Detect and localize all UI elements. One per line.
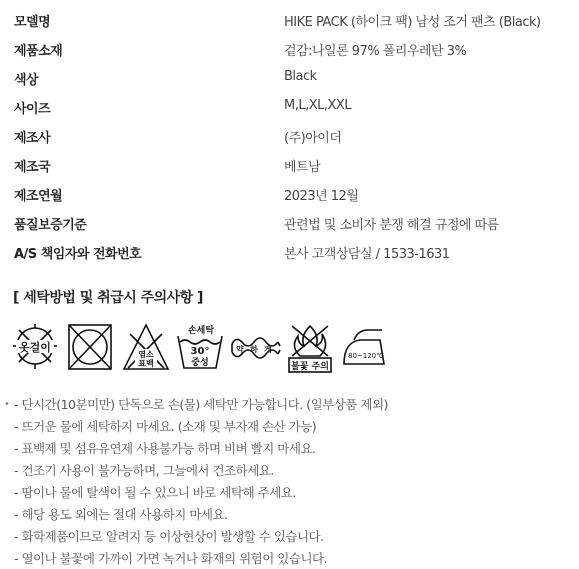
spec-label: 제조국 <box>14 160 51 175</box>
spec-value: 본사 고객상담실 / 1533-1631 <box>284 247 450 262</box>
spec-value: (주)아이더 <box>284 131 342 146</box>
spec-row-material <box>14 34 574 63</box>
spec-row-size <box>14 92 574 121</box>
icon-text: 80~120℃ <box>348 352 384 360</box>
care-section-title: [ 세탁방법 및 취급시 주의사항 ] <box>13 290 203 306</box>
icon-text: 불꽃 주의 <box>291 362 329 372</box>
care-note: - 열이나 불꽃에 가까이 가면 녹거나 화재의 위험이 있습니다. <box>14 551 328 566</box>
no-wring-icon <box>230 322 282 372</box>
spec-row-color <box>14 63 574 92</box>
icon-text: 게 <box>264 345 272 354</box>
care-note: - 건조기 사용이 불가능하며, 그늘에서 건조하세요. <box>14 463 274 478</box>
spec-label: 색상 <box>14 73 39 88</box>
spec-value: 겉감:나일론 97% 폴리우레탄 3% <box>284 44 467 59</box>
icon-text: 염소 <box>138 350 154 359</box>
spec-label: 제품소재 <box>14 44 63 59</box>
care-note: - 표백제 및 섬유유연제 사용불가능 하며 비벼 빨지 마세요. <box>14 441 316 456</box>
care-note: - 화학제품이므로 알려지 등 이상현상이 발생할 수 있습니다. <box>14 529 324 544</box>
spec-row-model <box>14 5 574 34</box>
spec-label: 품질보증기준 <box>14 218 87 233</box>
spec-row-as-contact <box>14 237 574 266</box>
no-wash-icon <box>66 322 114 372</box>
spec-row-country <box>14 150 574 179</box>
no-tumble-dry-icon <box>12 322 58 372</box>
icon-text: 옷걸이 <box>19 341 51 354</box>
icon-text: 30° <box>190 346 210 357</box>
spec-label: A/S 책임자와 전화번호 <box>14 247 142 262</box>
spec-value: 베트남 <box>284 160 321 175</box>
spec-row-warranty <box>14 208 574 237</box>
spec-label: 사이즈 <box>14 102 51 117</box>
icon-text: 손세탁 <box>187 326 215 336</box>
icon-text: 약 <box>236 345 244 354</box>
icon-text: 중성 <box>191 358 209 368</box>
keep-from-fire-icon <box>286 322 334 374</box>
icon-text: 하 <box>250 345 258 354</box>
spec-label: 모델명 <box>14 15 51 30</box>
iron-icon <box>340 322 388 372</box>
spec-value: M,L,XL,XXL <box>284 98 352 113</box>
spec-label: 제조연월 <box>14 189 63 204</box>
spec-label: 제조사 <box>14 131 51 146</box>
spec-value: 관련법 및 소비자 분쟁 해결 규정에 따름 <box>284 218 499 233</box>
care-note: - 땀이나 물에 탈색이 될 수 있으니 바로 세탁해 주세요. <box>14 485 296 500</box>
spec-row-date <box>14 179 574 208</box>
spec-row-manufacturer <box>14 121 574 150</box>
no-bleach-icon <box>122 322 170 372</box>
hand-wash-icon <box>176 322 224 372</box>
icon-text: 표백 <box>138 359 154 368</box>
care-note: - 해당 용도 외에는 절대 사용하지 마세요. <box>14 507 228 522</box>
care-icon-row <box>12 322 392 374</box>
list-bullet: • <box>4 399 10 410</box>
care-note: - 뜨거운 물에 세탁하지 마세요. (소재 및 부자재 손산 가능) <box>14 419 317 434</box>
care-note: - 단시간(10분미만) 단독으로 손(물) 세탁만 가능합니다. (일부상품 제외) <box>14 397 388 412</box>
spec-value: Black <box>284 69 317 84</box>
spec-value: 2023년 12월 <box>284 189 359 204</box>
spec-value: HIKE PACK (하이크 팩) 남성 조거 팬츠 (Black) <box>284 15 541 30</box>
